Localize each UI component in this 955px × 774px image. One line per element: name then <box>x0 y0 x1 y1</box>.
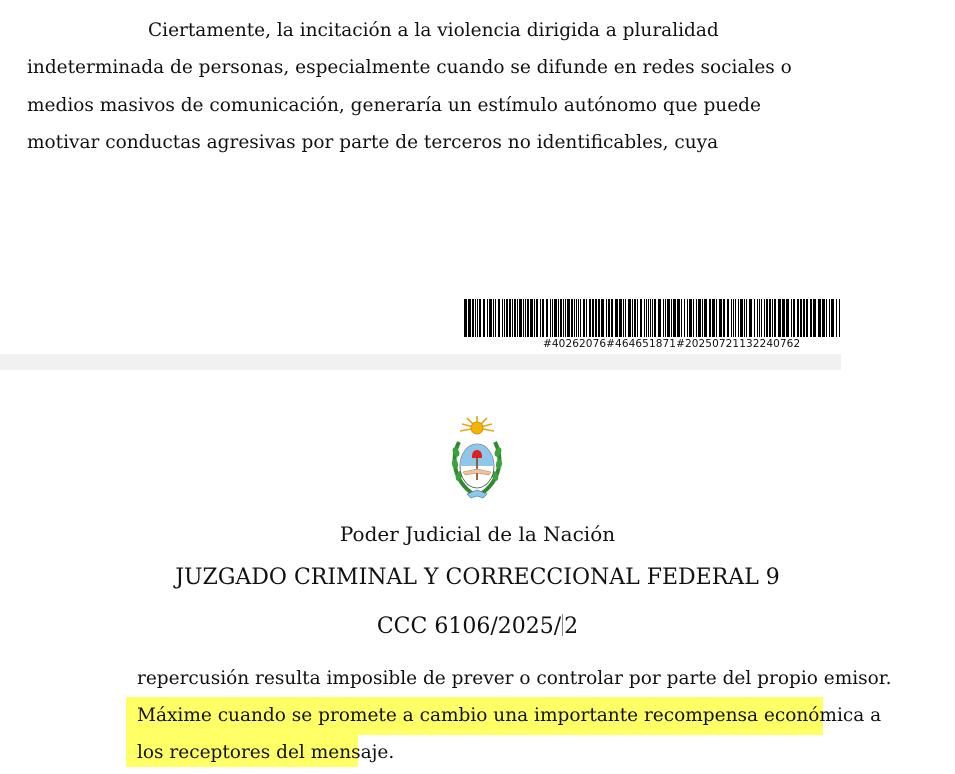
body-paragraph <box>27 12 792 161</box>
paragraph-line: medios masivos de comunicación, generaría un estímulo autónomo que puede <box>27 94 761 116</box>
document-page-2 <box>0 370 892 774</box>
text-cursor <box>562 614 563 636</box>
argentina-coat-of-arms-icon <box>445 414 509 504</box>
barcode-image <box>463 299 841 337</box>
document-page-1 <box>0 0 841 354</box>
paragraph-line: repercusión resulta imposible de prever o controlar por parte del propio emisor. <box>137 668 892 689</box>
paragraph-line: los receptores del mensaje. <box>137 742 395 763</box>
case-number-prefix: CCC 6106/2025/ <box>376 614 562 639</box>
document-barcode <box>463 299 841 350</box>
barcode-number: #40262076#464651871#20250721132240762 <box>543 338 801 350</box>
paragraph-line: indeterminada de personas, especialmente cuando se difunde en redes sociales o <box>27 57 792 79</box>
paragraph-line: motivar conductas agresivas por parte de terceros no identificables, cuya <box>27 131 719 153</box>
paragraph-line: Ciertamente, la incitación a la violencia dirigida a pluralidad <box>148 20 719 41</box>
paragraph-line: Máxime cuando se promete a cambio una importante recompensa económica a <box>137 705 882 726</box>
case-number-suffix: 2 <box>564 614 579 639</box>
institution-name: Poder Judicial de la Nación <box>339 522 616 546</box>
court-name: JUZGADO CRIMINAL Y CORRECCIONAL FEDERAL 9 <box>175 565 780 590</box>
case-number <box>0 614 955 639</box>
body-paragraph <box>137 660 892 771</box>
page-separator <box>0 354 841 370</box>
